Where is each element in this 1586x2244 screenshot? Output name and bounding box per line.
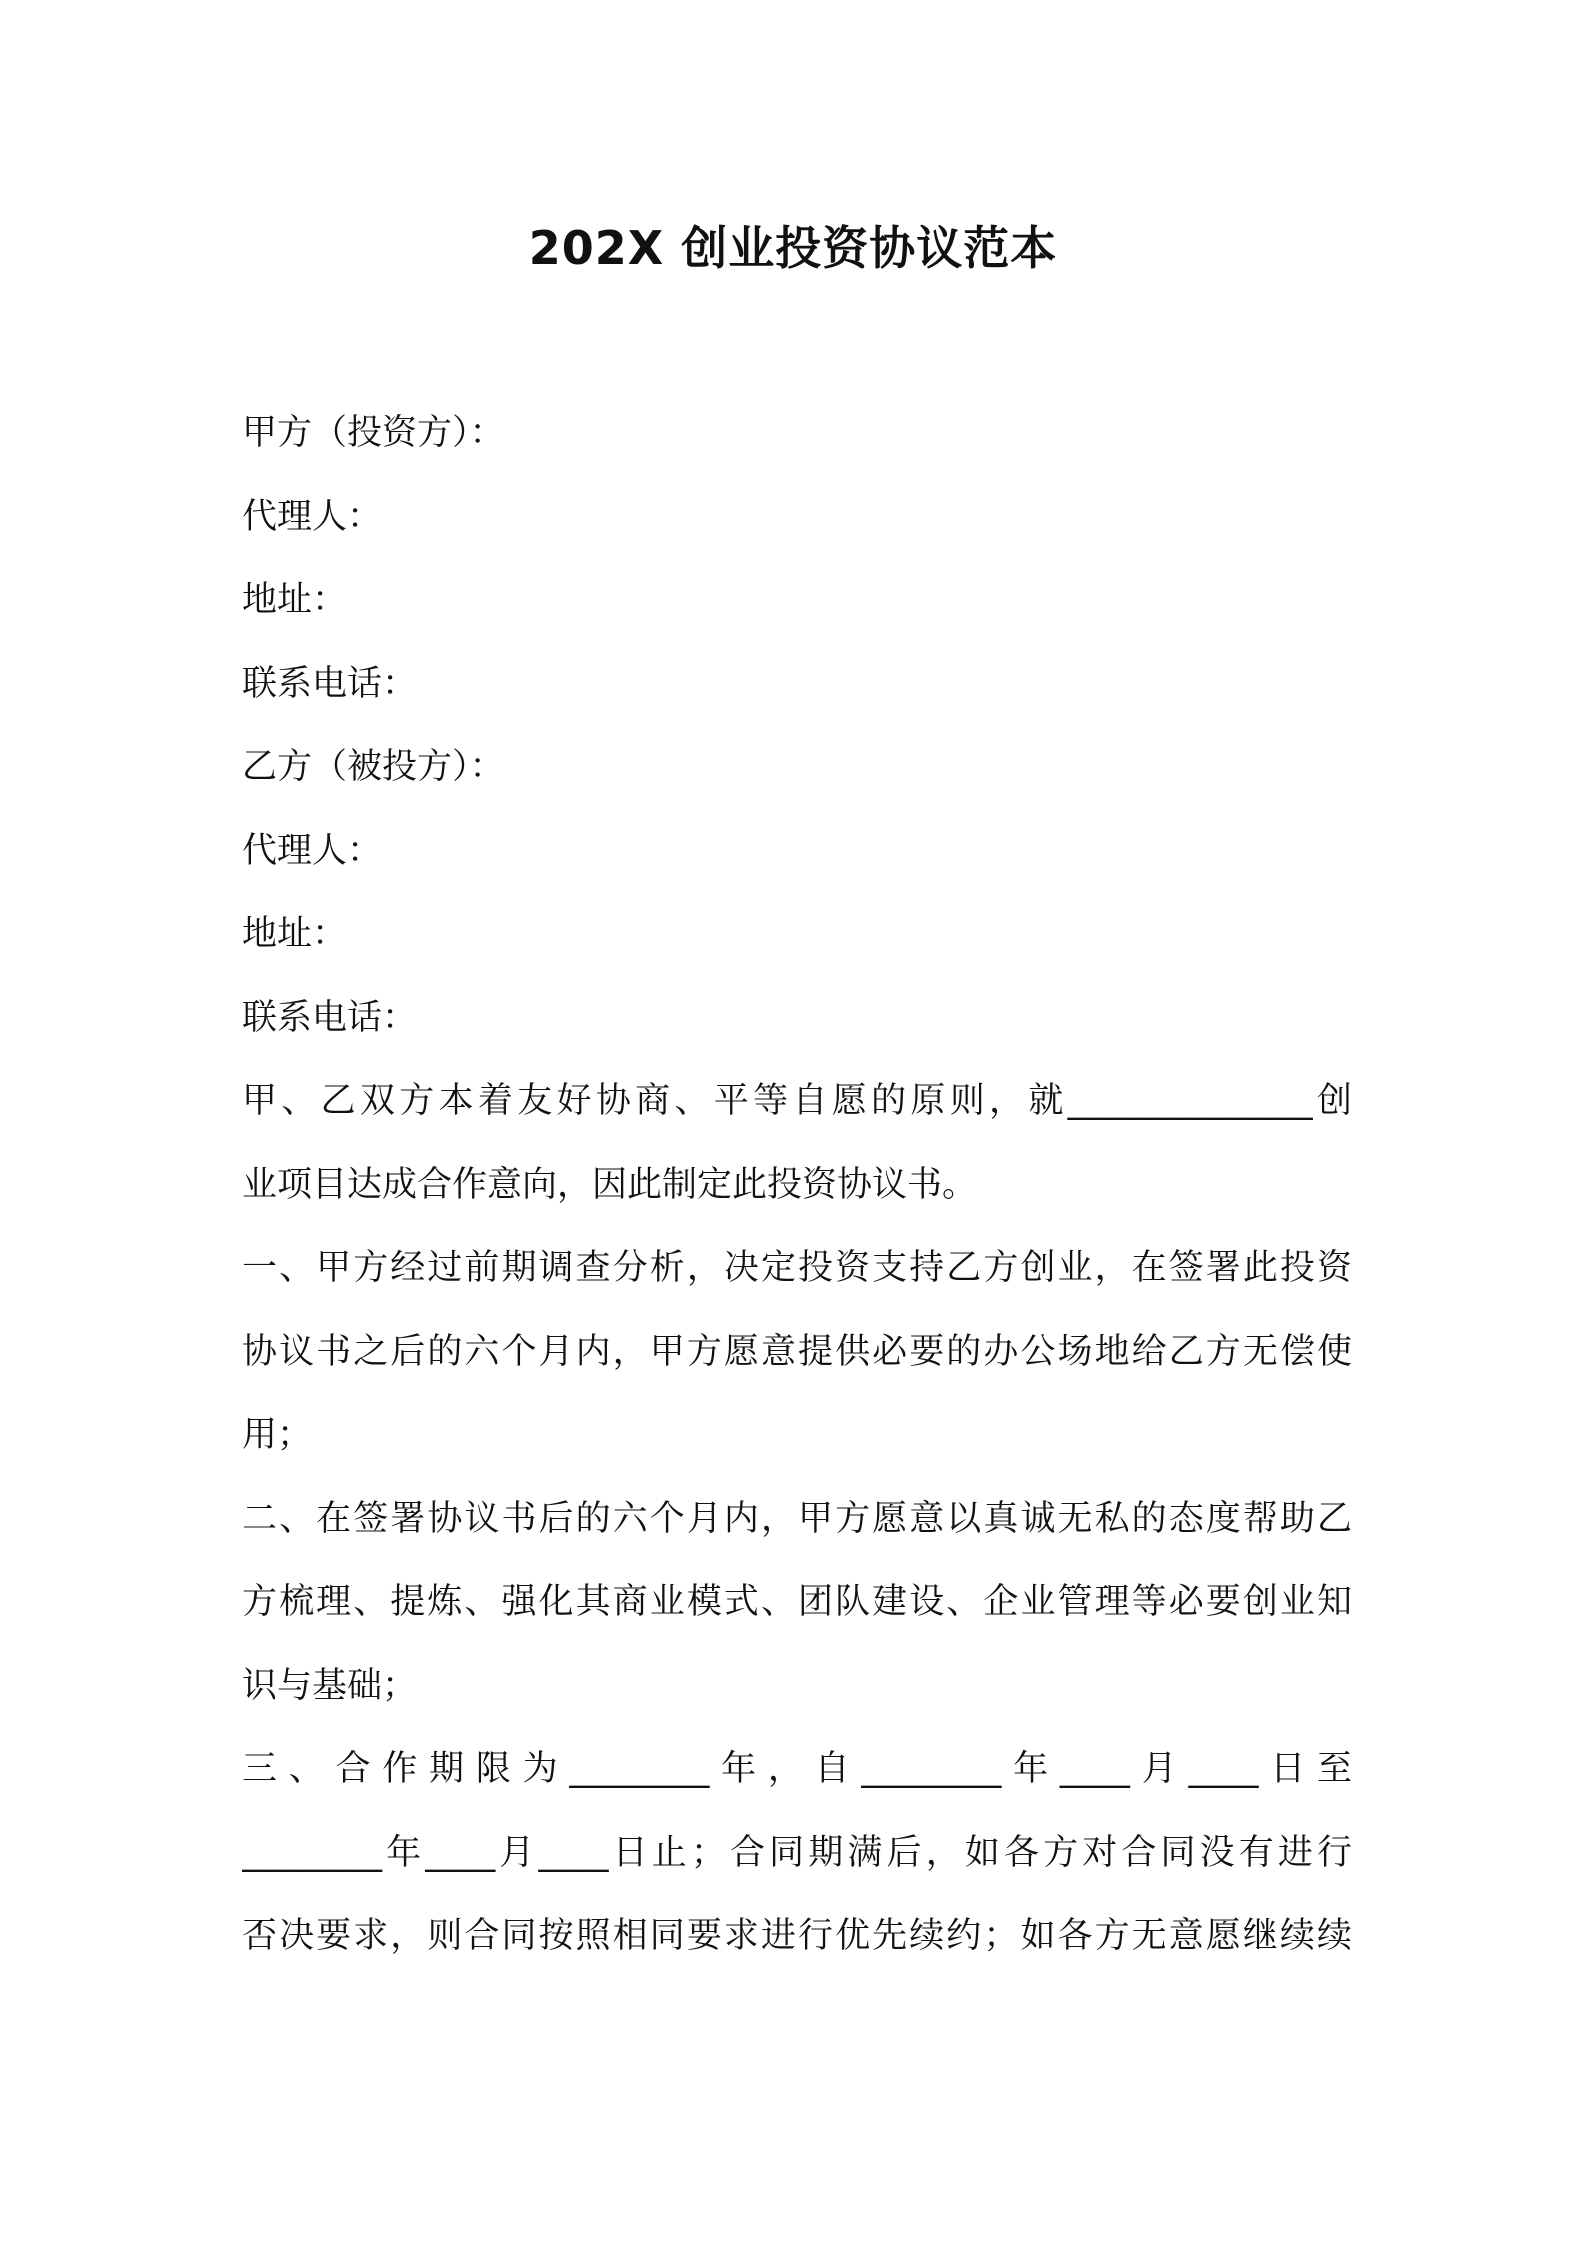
party-b-address: 地址： bbox=[242, 914, 348, 954]
party-a-phone: 联系电话： bbox=[242, 664, 418, 704]
party-b-agent: 代理人： bbox=[242, 831, 383, 871]
clause-1-line: 一、甲方经过前期调查分析，决定投资支持乙方创业，在签署此投资 bbox=[242, 1248, 1352, 1288]
document-title: 202X 创业投资协议范本 bbox=[528, 221, 1058, 275]
clause-2-line: 二、在签署协议书后的六个月内，甲方愿意以真诚无私的态度帮助乙 bbox=[242, 1499, 1352, 1539]
party-b-heading: 乙方（被投方）： bbox=[242, 747, 505, 787]
clause-3-line: ________年____月____日止；合同期满后，如各方对合同没有进行 bbox=[242, 1833, 1352, 1873]
clause-3-line: 否决要求，则合同按照相同要求进行优先续约；如各方无意愿继续续 bbox=[242, 1916, 1352, 1956]
party-a-heading: 甲方（投资方）： bbox=[242, 413, 505, 453]
clause-3-line: 三、合作期限为________年，自________年____月____日至 bbox=[242, 1749, 1352, 1789]
party-a-agent: 代理人： bbox=[242, 497, 383, 537]
clause-2-line: 方梳理、提炼、强化其商业模式、团队建设、企业管理等必要创业知 bbox=[242, 1582, 1352, 1622]
clause-1-line: 协议书之后的六个月内，甲方愿意提供必要的办公场地给乙方无偿使 bbox=[242, 1332, 1352, 1372]
preamble-line: 业项目达成合作意向，因此制定此投资协议书。 bbox=[242, 1165, 978, 1205]
clause-1-line: 用； bbox=[242, 1415, 313, 1455]
party-a-address: 地址： bbox=[242, 580, 348, 620]
preamble-line: 甲、乙双方本着友好协商、平等自愿的原则，就______________创 bbox=[242, 1081, 1352, 1121]
party-b-phone: 联系电话： bbox=[242, 998, 418, 1038]
clause-2-line: 识与基础； bbox=[242, 1666, 418, 1706]
